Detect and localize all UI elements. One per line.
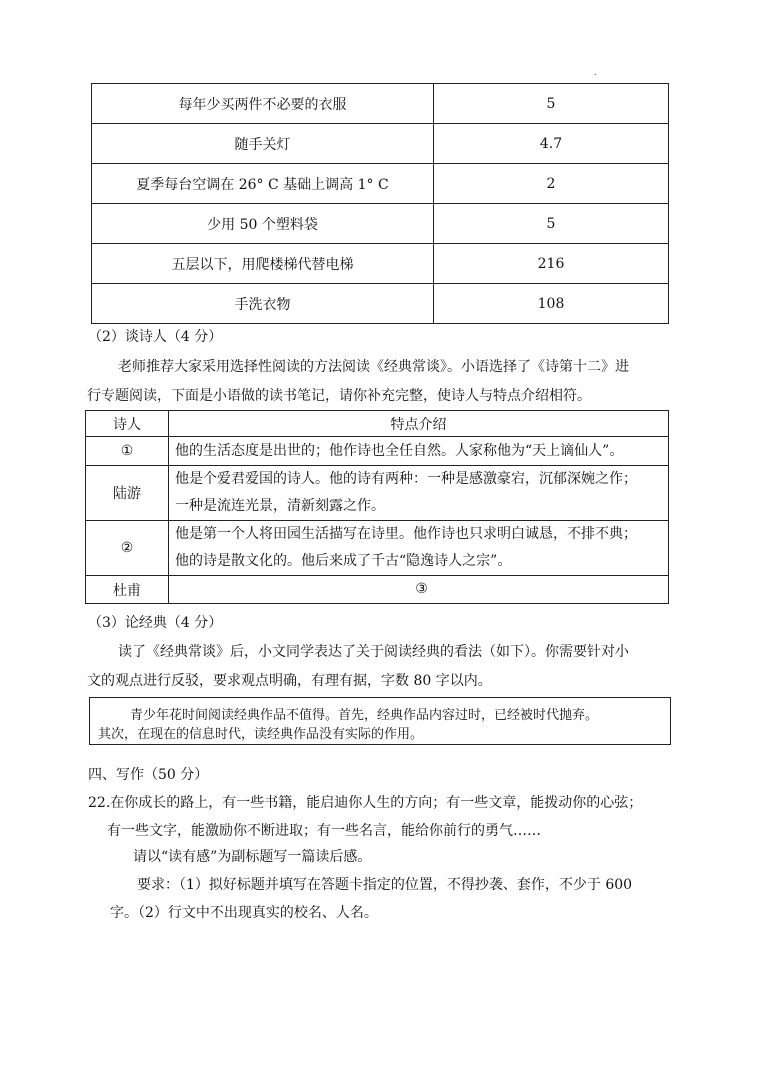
value-cell: 5 (434, 204, 669, 244)
carbon-reduction-table (91, 83, 669, 324)
description-cell (169, 466, 669, 521)
requirement-line2: 字。（2）行文中不出现真实的校名、人名。 (110, 905, 378, 921)
question22-line3: 请以“读有感”为副标题写一篇读后感。 (133, 849, 372, 865)
description-line: 他是个爱君爱国的诗人。他的诗有两种：一种是感激豪宕，沉郁深婉之作； (175, 471, 637, 487)
table-row (86, 466, 669, 521)
value-cell: 5 (434, 84, 669, 124)
action-cell: 夏季每台空调在 26° C 基础上调高 1° C (92, 164, 434, 204)
header-description: 特点介绍 (169, 411, 669, 437)
value-cell: 2 (434, 164, 669, 204)
section3-heading: （3）论经典（4 分） (88, 615, 223, 631)
value-cell: 4.7 (434, 124, 669, 164)
description-line: ③ (415, 581, 428, 597)
description-cell (169, 437, 669, 466)
section3-paragraph-line1: 读了《经典常谈》后，小文同学表达了关于阅读经典的看法（如下）。你需要针对小 (118, 644, 629, 660)
header-poet: 诗人 (86, 411, 169, 437)
description-line: 他的生活态度是出世的；他作诗也全任自然。人家称他为“天上谪仙人”。 (175, 442, 624, 459)
table-row (86, 437, 669, 466)
poet-cell: ① (86, 437, 169, 466)
action-cell: 每年少买两件不必要的衣服 (92, 84, 434, 124)
poet-notes-table (85, 410, 669, 604)
table-row (92, 84, 669, 124)
table-row (92, 284, 669, 324)
action-cell: 随手关灯 (92, 124, 434, 164)
section2-paragraph-line1: 老师推荐大家采用选择性阅读的方法阅读《经典常谈》。小语选择了《诗第十二》进 (118, 359, 629, 375)
action-cell: 手洗衣物 (92, 284, 434, 324)
section4-heading: 四、写作（50 分） (88, 767, 209, 783)
stray-dot: . (594, 68, 597, 77)
description-cell (169, 576, 669, 604)
quote-line1: 青少年花时间阅读经典作品不值得。首先，经典作品内容过时，已经被时代抛弃。 (130, 708, 599, 723)
quote-box (89, 697, 671, 745)
section3-paragraph-line2: 文的观点进行反驳，要求观点明确，有理有据，字数 80 字以内。 (87, 673, 492, 689)
table-row (92, 244, 669, 284)
value-cell: 108 (434, 284, 669, 324)
table-row (92, 164, 669, 204)
table-row (86, 521, 669, 576)
action-cell: 少用 50 个塑料袋 (92, 204, 434, 244)
section2-paragraph-line2: 行专题阅读，下面是小语做的读书笔记，请你补充完整，使诗人与特点介绍相符。 (87, 388, 591, 404)
description-cell (169, 521, 669, 576)
action-cell: 五层以下，用爬楼梯代替电梯 (92, 244, 434, 284)
section2-heading: （2）谈诗人（4 分） (88, 329, 223, 345)
description-line: 一种是流连光景，清新刻露之作。 (175, 498, 385, 514)
question22-line2: 有一些文字，能激励你不断进取；有一些名言，能给你前行的勇气…… (107, 823, 541, 839)
requirement-line1: 要求：（1）拟好标题并填写在答题卡指定的位置，不得抄袭、套作，不少于 600 (137, 877, 633, 893)
value-cell: 216 (434, 244, 669, 284)
poet-cell: ② (86, 521, 169, 576)
quote-line2: 其次，在现在的信息时代，读经典作品没有实际的作用。 (98, 727, 424, 742)
table-row (92, 124, 669, 164)
description-line: 他是第一个人将田园生活描写在诗里。他作诗也只求明白诚恳，不排不典； (175, 526, 637, 542)
poet-cell: 杜甫 (86, 576, 169, 604)
table-row (86, 576, 669, 604)
description-line: 他的诗是散文化的。他后来成了千古“隐逸诗人之宗”。 (175, 553, 512, 569)
table-row (92, 204, 669, 244)
poet-cell: 陆游 (86, 466, 169, 521)
question22-line1: 22.在你成长的路上，有一些书籍，能启迪你人生的方向；有一些文章，能拨动你的心弦； (88, 795, 643, 811)
